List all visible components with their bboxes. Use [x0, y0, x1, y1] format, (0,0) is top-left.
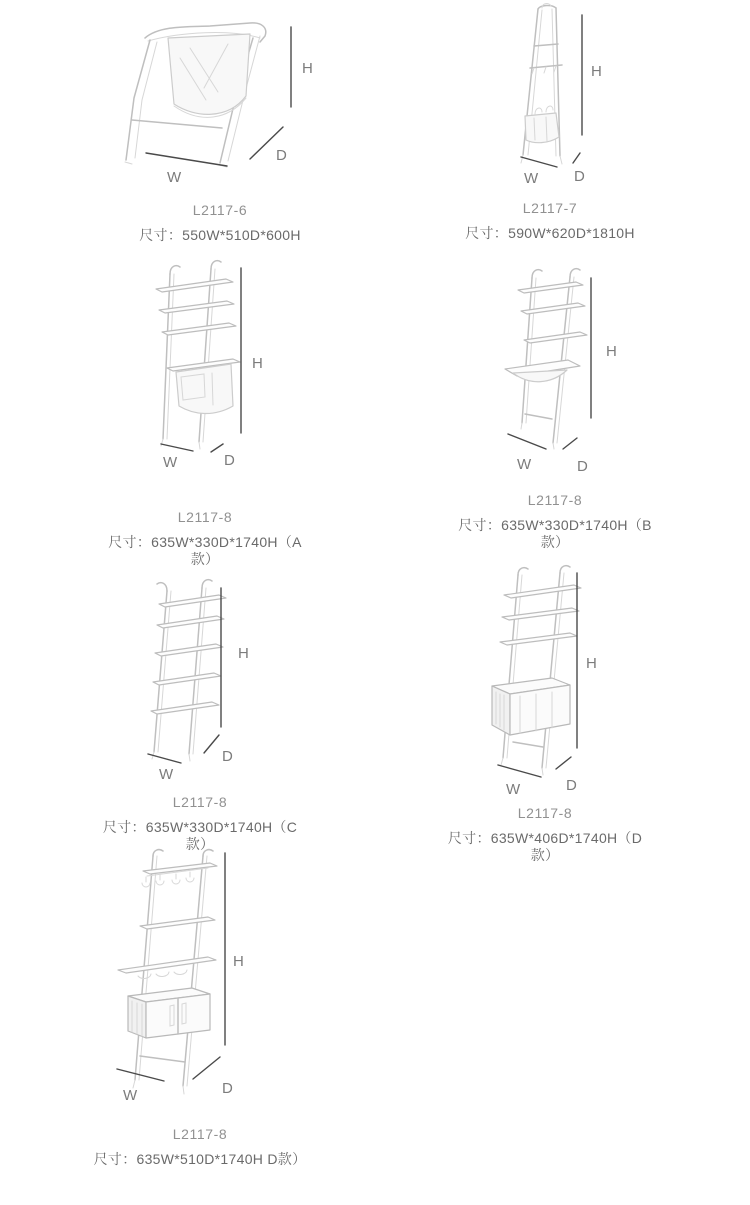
product-l2117-8-d — [440, 562, 650, 864]
depth-label: D — [224, 452, 235, 469]
product-code: L2117-8 — [177, 509, 233, 525]
furniture-sketch — [492, 566, 581, 775]
product-size: 尺寸：590W*620D*1810H — [465, 225, 635, 241]
product-code: L2117-8 — [172, 1126, 228, 1142]
ladder-shelf-a-drawing — [100, 255, 310, 497]
product-size: 尺寸：550W*510D*600H — [139, 227, 301, 243]
width-label: W — [524, 170, 539, 187]
height-label: H — [238, 645, 249, 662]
width-label: W — [123, 1087, 138, 1104]
product-l2117-7 — [450, 2, 650, 242]
product-size: 尺寸：635W*330D*1740H（A款） — [108, 534, 302, 567]
furniture-sketch — [521, 4, 562, 164]
height-label: H — [591, 63, 602, 80]
product-code: L2117-8 — [527, 492, 583, 508]
depth-label: D — [222, 748, 233, 765]
product-l2117-8-b — [450, 256, 660, 551]
height-label: H — [586, 655, 597, 672]
ladder-shelf-c-drawing — [95, 568, 305, 788]
product-l2117-6 — [110, 8, 330, 244]
depth-label: D — [577, 458, 588, 475]
ladder-desk-b-drawing — [450, 256, 660, 484]
product-code: L2117-8 — [517, 805, 573, 821]
ladder-cabinet-wine-drawing — [90, 848, 310, 1116]
depth-label: D — [566, 777, 577, 794]
height-label: H — [252, 355, 263, 372]
height-label: H — [233, 953, 244, 970]
product-l2117-8-c — [95, 568, 305, 853]
width-label: W — [506, 781, 521, 797]
height-label: H — [302, 60, 313, 77]
product-code: L2117-6 — [192, 202, 248, 218]
furniture-sketch — [156, 261, 240, 449]
depth-label: D — [222, 1080, 233, 1097]
width-label: W — [163, 454, 178, 471]
height-label: H — [606, 343, 617, 360]
product-l2117-8-a — [100, 255, 310, 568]
magazine-rack-drawing — [110, 8, 330, 196]
product-code: L2117-7 — [522, 200, 578, 216]
furniture-sketch — [118, 850, 217, 1094]
depth-label: D — [276, 147, 287, 164]
product-size: 尺寸：635W*330D*1740H（B款） — [458, 517, 652, 550]
ladder-cabinet-d-drawing — [440, 562, 650, 797]
furniture-sketch — [505, 269, 587, 449]
product-size: 尺寸：635W*330D*1740H（C款） — [102, 819, 298, 852]
product-code: L2117-8 — [172, 794, 228, 810]
product-size: 尺寸：635W*510D*1740H D款） — [93, 1151, 307, 1167]
width-label: W — [167, 169, 182, 186]
width-label: W — [517, 456, 532, 473]
width-label: W — [159, 766, 174, 783]
coat-rack-drawing — [450, 2, 650, 194]
furniture-sketch — [151, 580, 226, 761]
furniture-sketch — [125, 23, 266, 167]
product-l2117-8-d-large — [90, 848, 310, 1168]
product-size: 尺寸：635W*406D*1740H（D款） — [447, 830, 643, 863]
depth-label: D — [574, 168, 585, 185]
